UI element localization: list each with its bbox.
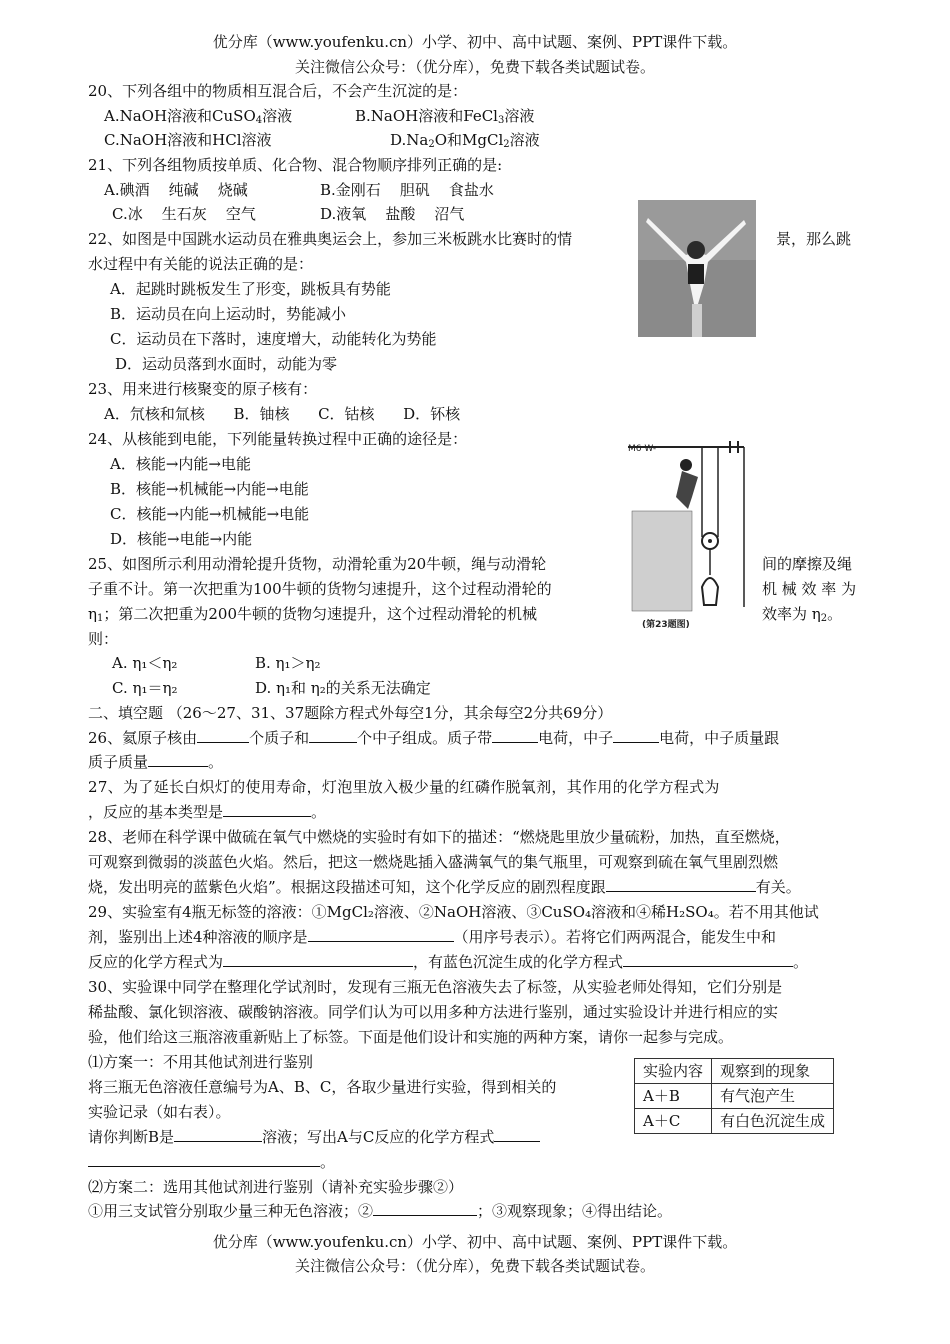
q23-stem: 23、用来进行核聚变的原子核有： — [88, 380, 318, 398]
pulley-top-label: M6 W- — [628, 444, 657, 454]
q27-line-2: ，反应的基本类型是 。 — [88, 803, 327, 821]
q30-line-2: 稀盐酸、氯化钡溶液、碳酸钠溶液。同学们认为可以用多种方法进行鉴别，通过实验设计并进行相应的实 — [88, 1003, 779, 1021]
q22-stem-left: 22、如图是中国跳水运动员在雅典奥运会上，参加三米板跳水比赛时的情 — [88, 230, 573, 248]
q22-stem-right: 景，那么跳 — [776, 230, 852, 248]
q21-option-c: C.冰 生石灰 空气 — [112, 205, 256, 223]
q24-option-a: A．核能→内能→电能 — [110, 455, 251, 473]
table-header-cell: 观察到的现象 — [712, 1059, 834, 1084]
q30-plan1-line-2: 实验记录（如右表）。 — [88, 1103, 231, 1121]
q30-plan1-line-1: 将三瓶无色溶液任意编号为A、B、C，各取少量进行实验，得到相关的 — [88, 1078, 557, 1096]
q20-stem: 20、下列各组中的物质相互混合后，不会产生沉淀的是： — [88, 82, 468, 100]
q20-option-c: C.NaOH溶液和HCl溶液 — [104, 131, 272, 149]
diver-photo — [638, 200, 756, 337]
table-cell: A＋C — [635, 1109, 712, 1134]
q25-line-4: 则： — [88, 630, 119, 648]
pulley-figure — [626, 437, 748, 631]
q26-line-2: 质子质量 。 — [88, 753, 224, 771]
q25-option-c: C. η₁＝η₂ — [112, 679, 178, 697]
q29-line-2: 剂，鉴别出上述4种溶液的顺序是 （用序号表示）。若将它们两两混合，能发生中和 — [88, 928, 777, 946]
table-cell: A＋B — [635, 1084, 712, 1109]
q21-option-a: A.碘酒 纯碱 烧碱 — [104, 181, 248, 199]
q22-option-c: C．运动员在下落时，速度增大，动能转化为势能 — [110, 330, 437, 348]
experiment-table — [634, 1058, 834, 1134]
q25-option-d: D. η₁和 η₂的关系无法确定 — [255, 679, 431, 697]
q22-option-b: B．运动员在向上运动时，势能减小 — [110, 305, 347, 323]
q30-line-1: 30、实验课中同学在整理化学试剂时，发现有三瓶无色溶液失去了标签，从实验老师处得知，它们分别是 — [88, 978, 783, 996]
q25-option-a: A. η₁＜η₂ — [112, 654, 178, 672]
q30-plan2-title: ⑵方案二：选用其他试剂进行鉴别（请补充实验步骤②） — [88, 1178, 464, 1196]
q25-line-1-left: 25、如图所示利用动滑轮提升货物，动滑轮重为20牛顿，绳与动滑轮 — [88, 555, 547, 573]
table-row — [635, 1084, 834, 1109]
section2-title: 二、填空题 （26～27、31、37题除方程式外每空1分，其余每空2分共69分） — [88, 704, 613, 722]
q30-plan1-line-3: 请你判断B是 溶液；写出A与C反应的化学方程式 — [88, 1126, 540, 1148]
q23-options: A．氘核和氚核 B．铀核 C．钴核 D．钚核 — [104, 405, 461, 423]
header-line-1: 优分库（www.youfenku.cn）小学、初中、高中试题、案例、PPT课件下载。 — [212, 33, 738, 51]
q25-line-1-right: 间的摩擦及绳 — [762, 555, 853, 573]
table-cell: 有气泡产生 — [712, 1084, 834, 1109]
q21-option-b: B.金刚石 胆矾 食盐水 — [320, 181, 494, 199]
q22-stem-2: 水过程中有关能的说法正确的是： — [88, 255, 314, 273]
q25-line-2-left: 子重不计。第一次把重为100牛顿的货物匀速提升，这个过程动滑轮的 — [88, 580, 552, 598]
q30-plan2-line-1: ①用三支试管分别取少量三种无色溶液；② ；③观察现象；④得出结论。 — [88, 1202, 673, 1220]
q30-plan1-line-4: 。 — [88, 1151, 335, 1173]
q24-option-c: C．核能→内能→机械能→电能 — [110, 505, 310, 523]
q21-option-d: D.液氧 盐酸 沼气 — [320, 205, 465, 223]
q25-option-b: B. η₁＞η₂ — [255, 654, 321, 672]
q24-option-b: B．核能→机械能→内能→电能 — [110, 480, 309, 498]
q29-line-3: 反应的化学方程式为 ，有蓝色沉淀生成的化学方程式 。 — [88, 953, 809, 971]
q25-line-2-right: 机 械 效 率 为 — [762, 580, 857, 598]
q22-option-a: A．起跳时跳板发生了形变，跳板具有势能 — [110, 280, 391, 298]
q25-line-3-left: $\eta_1$；第二次把重为200牛顿的货物匀速提升，这个过程动滑轮的机械 — [88, 605, 538, 624]
q28-line-3: 烧，发出明亮的蓝紫色火焰”。根据这段描述可知，这个化学反应的剧烈程度跟 有关。 — [88, 878, 801, 896]
q20-option-b: B.NaOH溶液和FeCl$_3$溶液 — [355, 107, 535, 126]
q24-stem: 24、从核能到电能，下列能量转换过程中正确的途径是： — [88, 430, 468, 448]
q27-line-1: 27、为了延长白炽灯的使用寿命，灯泡里放入极少量的红磷作脱氧剂，其作用的化学方程式为 — [88, 778, 720, 796]
footer-line-2: 关注微信公众号：（优分库），免费下载各类试题试卷。 — [294, 1257, 655, 1275]
q25-line-3-right: 效率为 $\eta_2$。 — [762, 605, 843, 624]
q30-plan1-title: ⑴方案一：不用其他试剂进行鉴别 — [88, 1053, 314, 1071]
q28-line-1: 28、老师在科学课中做硫在氧气中燃烧的实验时有如下的描述：“燃烧匙里放少量硫粉，加热，直至燃烧， — [88, 828, 790, 846]
q30-line-3: 验，他们给这三瓶溶液重新贴上了标签。下面是他们设计和实施的两种方案，请你一起参与完成。 — [88, 1028, 734, 1046]
q20-option-d: $D.Na_2O$和MgCl$_2$溶液 — [390, 131, 540, 150]
table-row — [635, 1109, 834, 1134]
pulley-figure-label: (第23题图) — [642, 620, 690, 630]
footer-line-1: 优分库（www.youfenku.cn）小学、初中、高中试题、案例、PPT课件下载。 — [212, 1233, 738, 1251]
table-header-cell: 实验内容 — [635, 1059, 712, 1084]
q29-line-1: 29、实验室有4瓶无标签的溶液：①MgCl₂溶液、②NaOH溶液、③CuSO₄溶液和④稀H₂SO₄。若不用其他试 — [88, 903, 819, 921]
header-line-2: 关注微信公众号：（优分库），免费下载各类试题试卷。 — [294, 58, 655, 76]
q20-option-a: A.NaOH溶液和CuSO$_4$溶液 — [104, 107, 293, 126]
q26-line-1: 26、氦原子核由 个质子和 个中子组成。质子带 电荷，中子 电荷，中子质量跟 — [88, 729, 780, 747]
q28-line-2: 可观察到微弱的淡蓝色火焰。然后，把这一燃烧匙插入盛满氧气的集气瓶里，可观察到硫在氧气里剧烈燃 — [88, 853, 779, 871]
q24-option-d: D．核能→电能→内能 — [110, 530, 253, 548]
table-cell: 有白色沉淀生成 — [712, 1109, 834, 1134]
q21-stem: 21、下列各组物质按单质、化合物、混合物顺序排列正确的是: — [88, 156, 503, 174]
q22-option-d: D．运动员落到水面时，动能为零 — [115, 355, 338, 373]
table-row — [635, 1059, 834, 1084]
